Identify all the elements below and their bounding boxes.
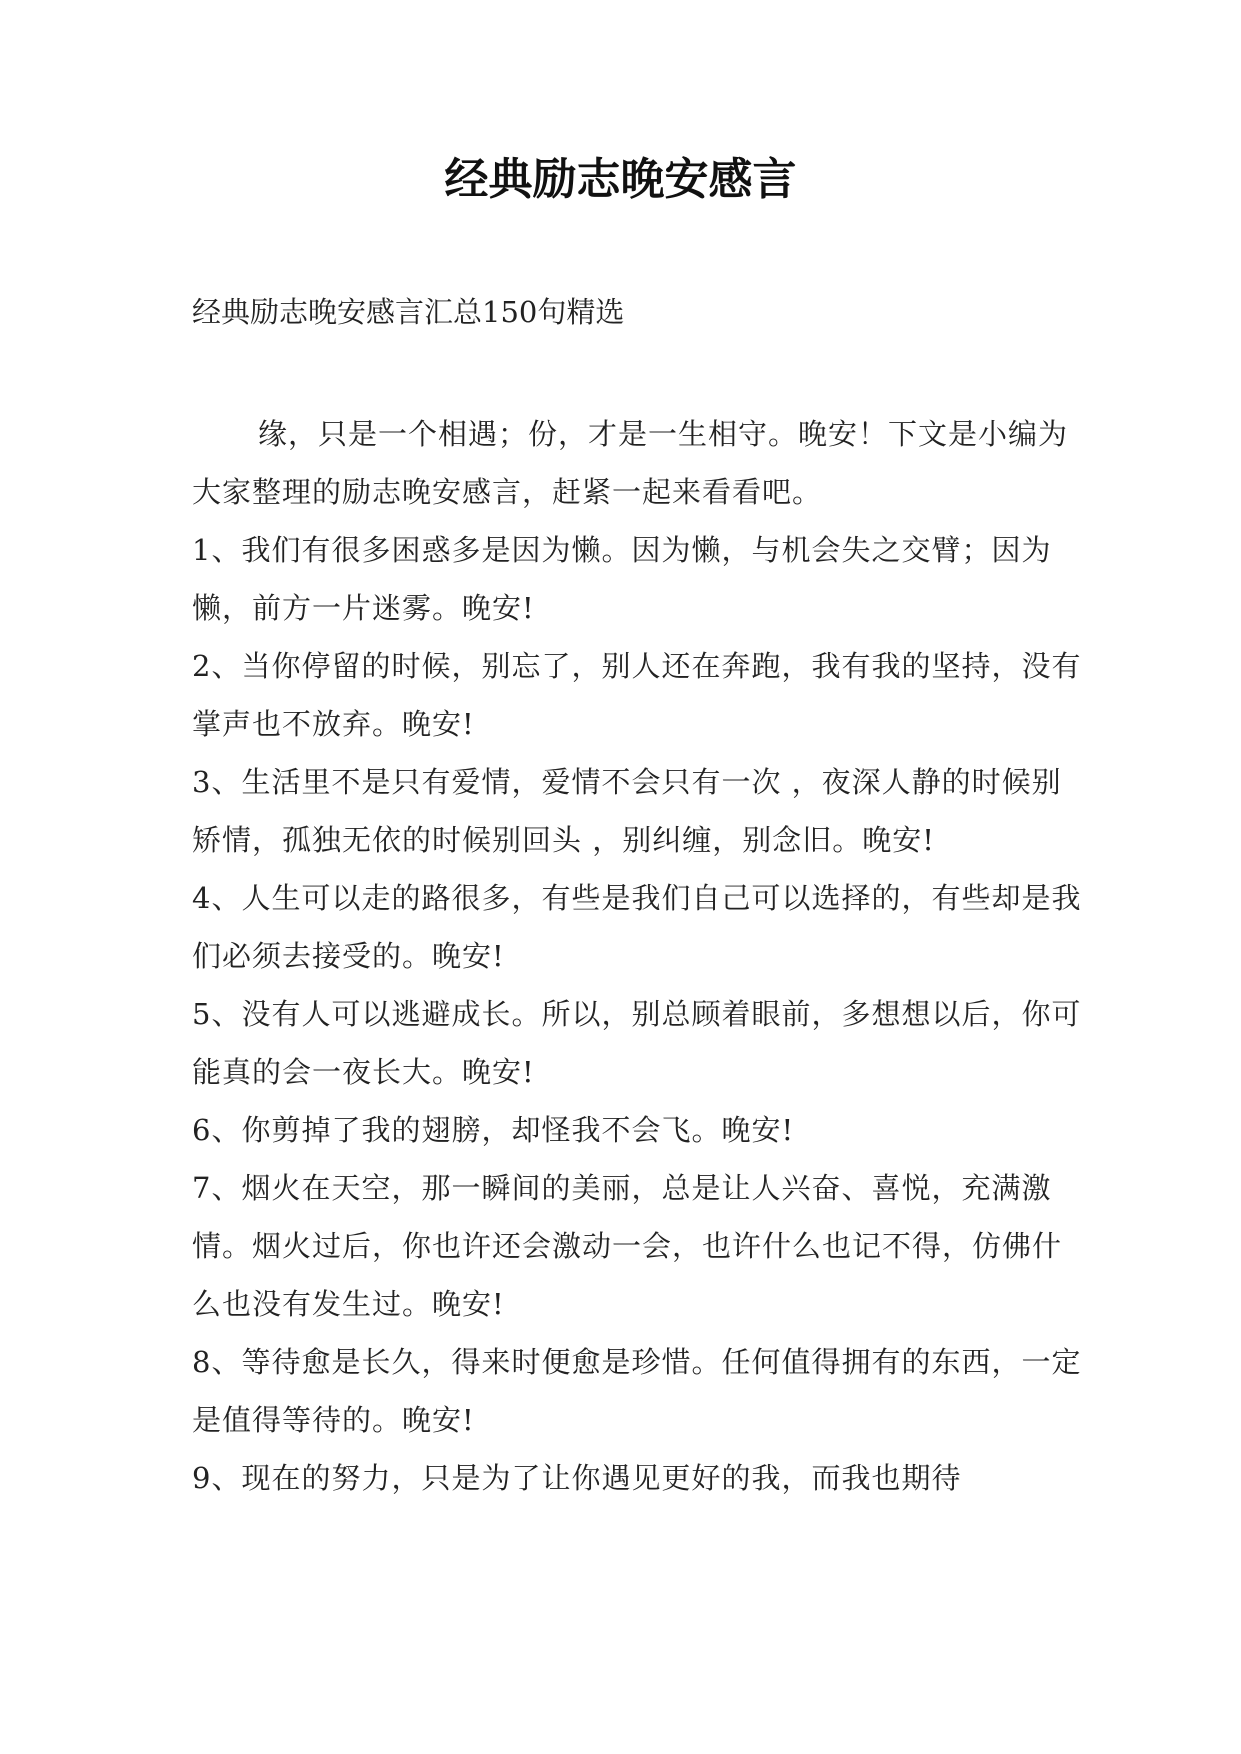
list-item: 1、我们有很多困惑多是因为懒。因为懒，与机会失之交臂；因为懒，前方一片迷雾。晚安! (192, 533, 1052, 625)
document-title: 经典励志晚安感言 (444, 154, 797, 205)
document-subtitle: 经典励志晚安感言汇总150句精选 (192, 295, 625, 329)
list-item: 5、没有人可以逃避成长。所以，别总顾着眼前，多想想以后，你可能真的会一夜长大。晚安! (192, 997, 1082, 1089)
list-item: 7、烟火在天空，那一瞬间的美丽，总是让人兴奋、喜悦，充满激情。烟火过后，你也许还会激动一会，也许什么也记不得，仿佛什么也没有发生过。晚安! (192, 1171, 1063, 1321)
list-item: 3、生活里不是只有爱情，爱情不会只有一次 ，夜深人静的时候别矫情，孤独无依的时候别回头 ，别纠缠，别念旧。晚安! (192, 765, 1062, 857)
document-body (192, 405, 1082, 1507)
list-item: 6、你剪掉了我的翅膀，却怪我不会飞。晚安! (192, 1113, 795, 1147)
list-item: 2、当你停留的时候，别忘了，别人还在奔跑，我有我的坚持，没有掌声也不放弃。晚安! (192, 649, 1082, 741)
intro-paragraph: 缘，只是一个相遇；份，才是一生相守。晚安！下文是小编为大家整理的励志晚安感言，赶紧一起来看看吧。 (192, 417, 1069, 509)
list-item: 9、现在的努力，只是为了让你遇见更好的我，而我也期待 (192, 1461, 962, 1495)
list-item: 4、人生可以走的路很多，有些是我们自己可以选择的，有些却是我们必须去接受的。晚安! (192, 881, 1082, 973)
list-item: 8、等待愈是长久，得来时便愈是珍惜。任何值得拥有的东西，一定是值得等待的。晚安! (192, 1345, 1082, 1437)
